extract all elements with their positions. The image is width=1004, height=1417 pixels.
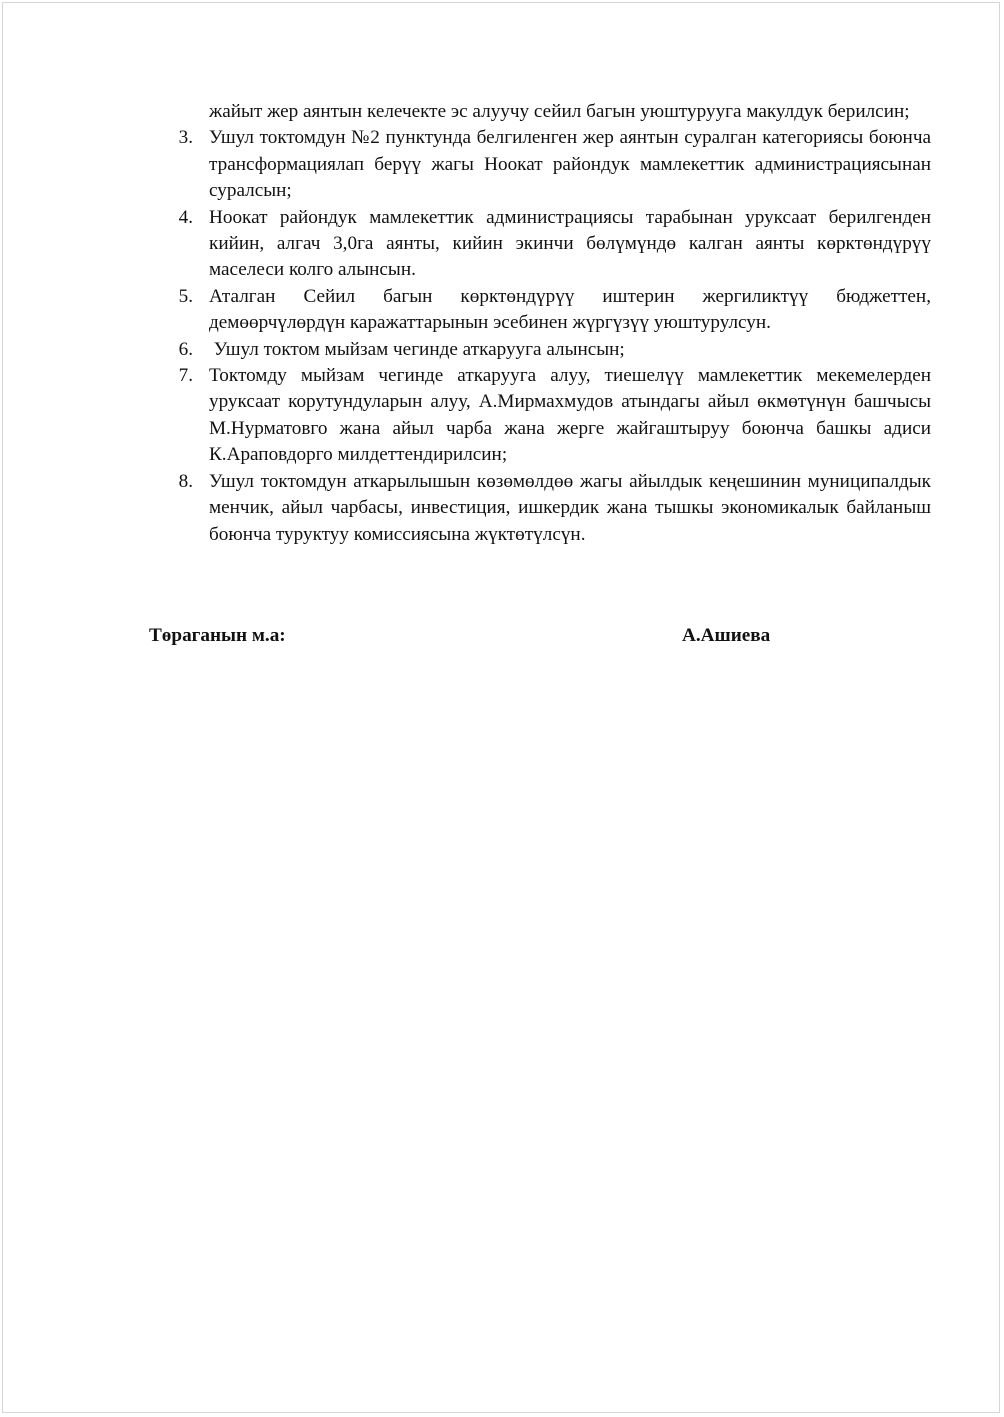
list-item-text: Ноокат райондук мамлекеттик администрациясы тарабынан уруксаат берилгенден кийин, алгач 3,0га аянты, кийин экинчи бөлүмүндө калган аянты көрктөндүрүү маселеси колго алынсын. xyxy=(209,206,931,281)
list-item-number: 3. xyxy=(178,127,193,149)
list-item-text: Аталган Сейил багын көрктөндүрүү иштерин жергиликтүү бюджеттен, демөөрчүлөрдүн каражаттарынын эсебинен жүргүзүү уюштурулсун. xyxy=(209,285,931,334)
list-item-number: 8. xyxy=(178,470,193,492)
list-item-text: Токтомду мыйзам чегинде аткарууга алуу, тиешелүү мамлекеттик мекемелерден уруксаат корутундуларын алуу, А.Мирмахмудов атындагы айыл өкмөтүнүн башчысы М.Нурматовго жана айыл чарба жана жерге жайгаштыруу боюнча башкы адиси К.Араповдорго милдеттендирилсин; xyxy=(209,365,931,466)
document-body xyxy=(149,99,931,548)
list-item-number: 6. xyxy=(178,338,193,360)
signature-title: Төраганын м.а: xyxy=(149,625,286,646)
list-item-8 xyxy=(149,469,931,548)
list-item-5 xyxy=(149,284,931,337)
document-page xyxy=(2,2,1000,1413)
list-item-4 xyxy=(149,205,931,284)
list-item-number: 4. xyxy=(178,206,193,228)
list-item-text: Ушул токтомдун аткарылышын көзөмөлдөө жагы айылдык кеңешинин муниципалдык менчик, айыл чарбасы, инвестиция, ишкердик жана тышкы экономикалык байланыш боюнча туруктуу комиссиясына жүктөтүлсүн. xyxy=(209,470,931,545)
signature-block xyxy=(149,623,931,651)
continuation-paragraph: жайыт жер аянтын келечекте эс алуучу сейил багын уюштурууга макулдук берилсин; xyxy=(209,101,910,122)
list-item-number: 5. xyxy=(178,285,193,307)
list-item-number: 7. xyxy=(178,365,193,387)
list-item-text: Ушул токтомдун №2 пунктунда белгиленген жер аянтын суралган категориясы боюнча трансформациялап берүү жагы Ноокат райондук мамлекеттик администрациясынан суралсын; xyxy=(209,127,931,202)
list-item-7 xyxy=(149,363,931,469)
list-item-text: Ушул токтом мыйзам чегинде аткарууга алынсын; xyxy=(209,338,625,360)
signature-name: А.Ашиева xyxy=(682,625,771,646)
list-item-3 xyxy=(149,125,931,204)
list-item-6 xyxy=(149,337,931,363)
